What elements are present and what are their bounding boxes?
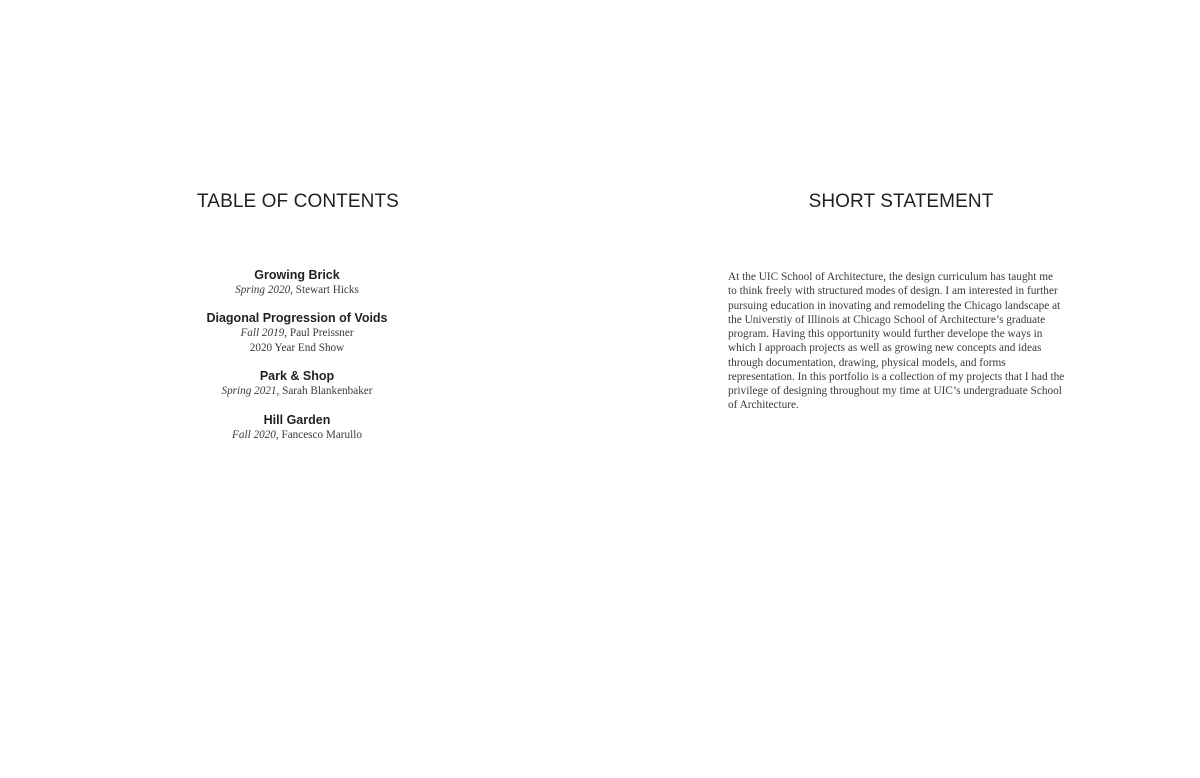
toc-entry-park-and-shop[interactable] (157, 369, 437, 398)
toc-entry-note (157, 341, 437, 355)
toc-entry-title: Growing Brick (254, 268, 340, 282)
toc-entry-instructor: , Paul Preissner (284, 327, 354, 340)
toc-heading: TABLE OF CONTENTS (197, 191, 399, 212)
statement-line: through documentation, drawing, physical models, and forms (728, 356, 1006, 369)
toc-entry-credit (157, 384, 437, 398)
toc-entry-instructor: , Fancesco Marullo (275, 428, 362, 441)
toc-entry-credit (157, 326, 437, 340)
toc-entry-instructor: , Sarah Blankenbaker (276, 385, 373, 398)
statement-body (728, 270, 1078, 413)
toc-entry-term: Fall 2020 (232, 428, 276, 441)
statement-line: pursuing education in inovating and remodeling the Chicago landscape at (728, 299, 1061, 312)
statement-line: the Universtiy of Illinois at Chicago School of Architecture’s graduate (728, 313, 1046, 326)
toc-entry-hill-garden[interactable] (157, 413, 437, 442)
statement-line: of Architecture. (728, 399, 799, 412)
toc-entry-diagonal-progression-of-voids[interactable] (157, 311, 437, 355)
toc-entry-credit (157, 283, 437, 297)
toc-entry-credit (157, 428, 437, 442)
toc-entry-term: Spring 2021 (221, 385, 277, 398)
toc-entry-instructor: , Stewart Hicks (290, 284, 359, 296)
toc-entry-note-text: 2020 Year End Show (249, 341, 345, 354)
short-statement-page (600, 0, 1200, 778)
toc-list (157, 268, 437, 456)
toc-entry-term: Spring 2020 (235, 284, 291, 296)
toc-entry-growing-brick[interactable] (157, 268, 437, 297)
toc-entry-title: Park & Shop (259, 369, 335, 384)
statement-line: program. Having this opportunity would further develope the ways in (728, 328, 1043, 340)
toc-entry-title: Hill Garden (263, 412, 331, 427)
statement-line: to think freely with structured modes of design. I am interested in further (728, 285, 1058, 298)
statement-heading: SHORT STATEMENT (808, 191, 994, 212)
statement-line: representation. In this portfolio is a collection of my projects that I had the (728, 370, 1065, 383)
statement-line: At the UIC School of Architecture, the design curriculum has taught me (728, 271, 1054, 283)
statement-line: which I approach projects as well as growing new concepts and ideas (728, 342, 1042, 355)
statement-line: privilege of designing throughout my time at UIC’s undergraduate School (728, 385, 1062, 397)
toc-entry-title: Diagonal Progression of Voids (206, 311, 388, 326)
toc-entry-term: Fall 2019 (240, 327, 285, 340)
